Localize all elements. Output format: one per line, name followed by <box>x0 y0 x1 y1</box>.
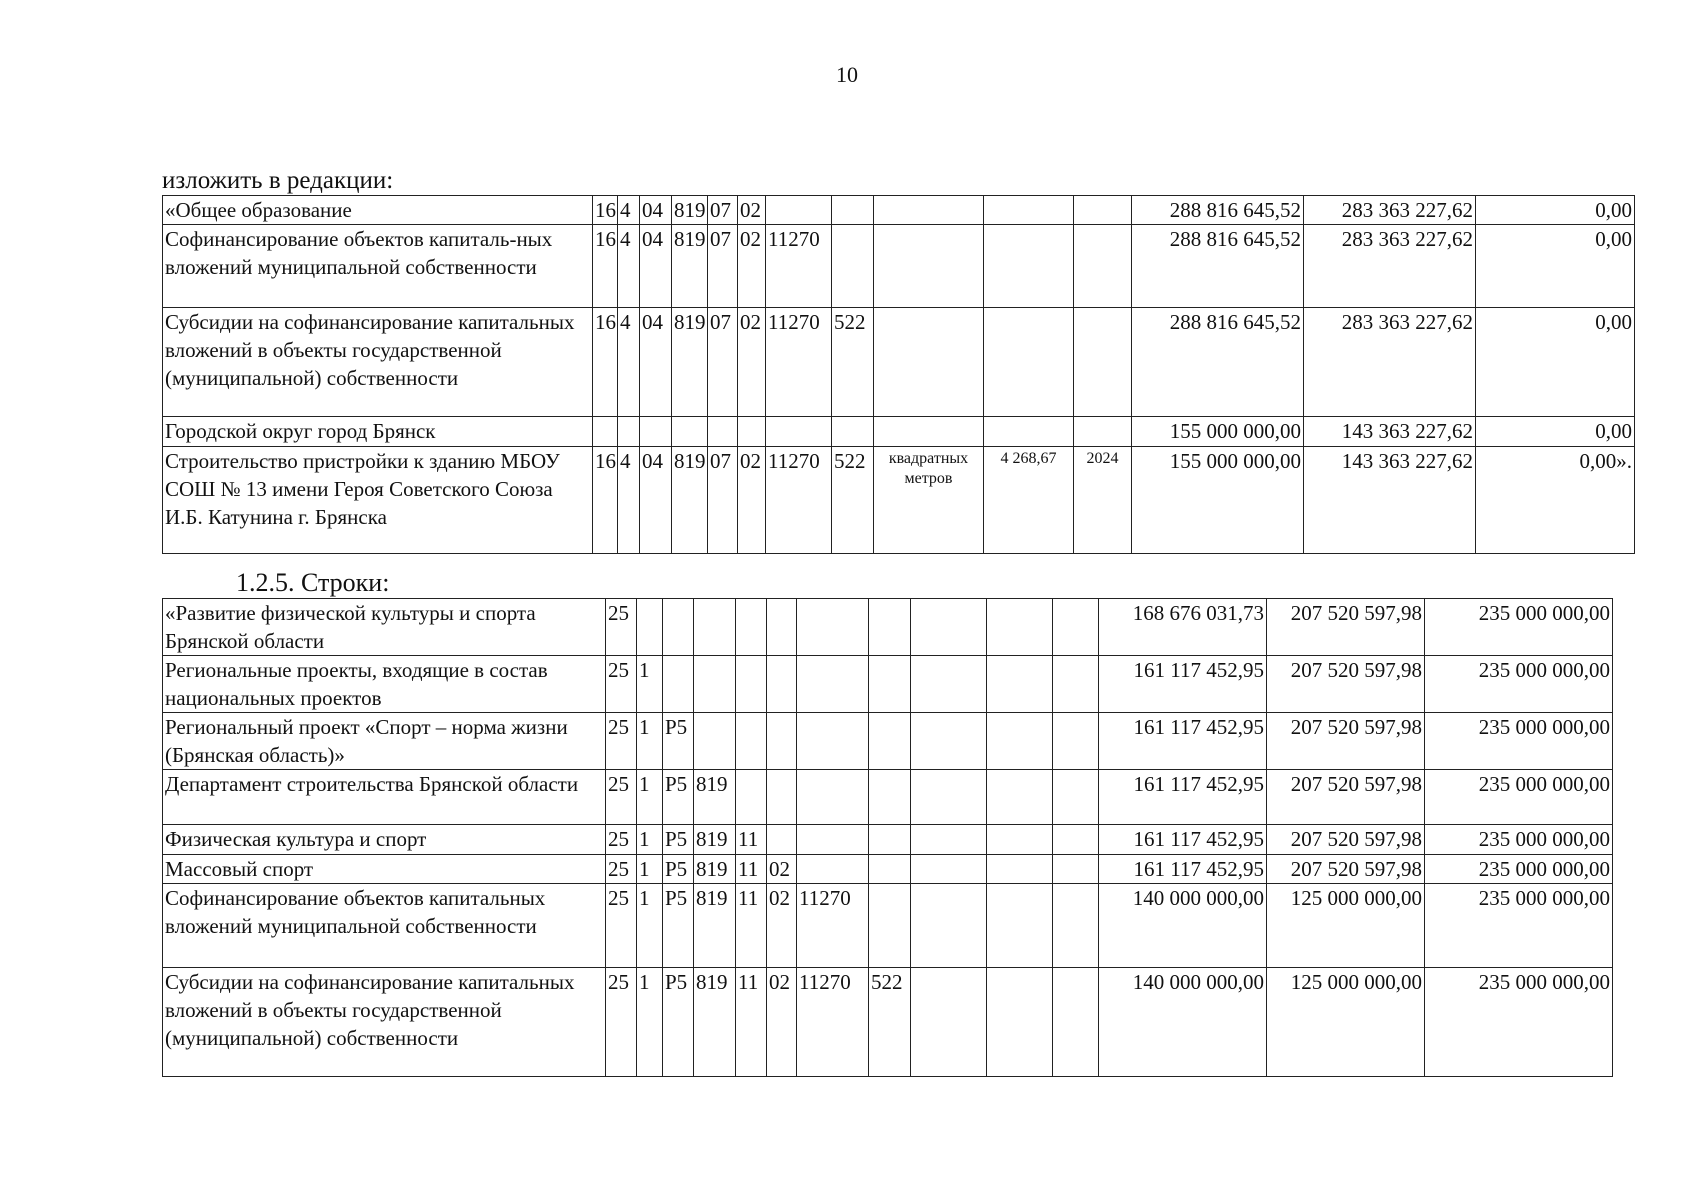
indicator-cell <box>987 825 1053 855</box>
intro-text: изложить в редакции: <box>162 167 394 194</box>
code-cell: 4 <box>618 196 640 225</box>
row-description: Департамент строительства Брянской области <box>163 770 606 825</box>
table-row <box>163 196 1635 225</box>
code-cell: 04 <box>640 308 672 417</box>
code-cell: Р5 <box>663 968 694 1077</box>
code-cell: 25 <box>606 770 637 825</box>
row-description: Софинансирование объектов капитальных вложений муниципальной собственности <box>163 884 606 968</box>
code-cell: 02 <box>767 855 797 884</box>
code-cell: 1 <box>637 713 663 770</box>
code-cell: 11 <box>736 884 767 968</box>
code-cell: 819 <box>694 884 736 968</box>
indicator-cell <box>1053 855 1099 884</box>
table-row <box>163 825 1613 855</box>
amount-cell: 140 000 000,00 <box>1099 968 1267 1077</box>
code-cell: 1 <box>637 884 663 968</box>
code-cell: 25 <box>606 968 637 1077</box>
row-description: Субсидии на софинансирование капитальных вложений в объекты государственной (муниципальной) собственности <box>163 308 593 417</box>
code-cell: 1 <box>637 968 663 1077</box>
amount-cell: 207 520 597,98 <box>1267 825 1425 855</box>
table-row <box>163 884 1613 968</box>
amount-cell: 207 520 597,98 <box>1267 770 1425 825</box>
table-row <box>163 713 1613 770</box>
amount-cell: 0,00 <box>1476 308 1635 417</box>
code-cell: 819 <box>694 968 736 1077</box>
amount-cell: 168 676 031,73 <box>1099 599 1267 656</box>
code-cell: 819 <box>694 825 736 855</box>
page-number: 10 <box>836 62 858 87</box>
code-cell <box>869 713 911 770</box>
row-description: Массовый спорт <box>163 855 606 884</box>
amount-cell: 143 363 227,62 <box>1304 417 1476 447</box>
code-cell <box>767 599 797 656</box>
code-cell: 02 <box>738 447 766 554</box>
code-cell: 07 <box>708 447 738 554</box>
code-cell <box>832 196 874 225</box>
code-cell: 522 <box>869 968 911 1077</box>
code-cell <box>694 656 736 713</box>
indicator-cell <box>911 713 987 770</box>
code-cell: Р5 <box>663 884 694 968</box>
budget-table-education <box>162 195 1635 554</box>
code-cell <box>736 770 767 825</box>
code-cell: 16 <box>593 308 618 417</box>
code-cell: 07 <box>708 196 738 225</box>
amount-cell: 0,00 <box>1476 196 1635 225</box>
code-cell: 1 <box>637 770 663 825</box>
indicator-cell <box>911 656 987 713</box>
indicator-cell <box>911 770 987 825</box>
code-cell <box>663 599 694 656</box>
code-cell <box>869 599 911 656</box>
amount-cell: 125 000 000,00 <box>1267 968 1425 1077</box>
indicator-cell <box>987 855 1053 884</box>
row-description: «Развитие физической культуры и спорта Брянской области <box>163 599 606 656</box>
indicator-cell <box>911 855 987 884</box>
amount-cell: 161 117 452,95 <box>1099 656 1267 713</box>
amount-cell: 235 000 000,00 <box>1425 968 1613 1077</box>
code-cell <box>869 656 911 713</box>
indicator-cell <box>874 308 984 417</box>
code-cell <box>767 770 797 825</box>
code-cell: 11 <box>736 855 767 884</box>
code-cell: 819 <box>672 308 708 417</box>
indicator-cell <box>987 770 1053 825</box>
row-description: Субсидии на софинансирование капитальных вложений в объекты государственной (муниципальной) собственности <box>163 968 606 1077</box>
amount-cell: 143 363 227,62 <box>1304 447 1476 554</box>
amount-cell: 235 000 000,00 <box>1425 825 1613 855</box>
indicator-cell <box>984 225 1074 308</box>
table-row <box>163 968 1613 1077</box>
indicator-cell <box>911 884 987 968</box>
indicator-cell: 4 268,67 <box>984 447 1074 554</box>
amount-cell: 207 520 597,98 <box>1267 855 1425 884</box>
code-cell <box>738 417 766 447</box>
code-cell: 07 <box>708 225 738 308</box>
code-cell <box>736 599 767 656</box>
indicator-cell <box>987 599 1053 656</box>
code-cell: 1 <box>637 855 663 884</box>
code-cell: 04 <box>640 196 672 225</box>
indicator-cell <box>987 968 1053 1077</box>
section-subheading: 1.2.5. Строки: <box>236 568 390 597</box>
indicator-cell <box>1074 308 1132 417</box>
indicator-cell <box>987 656 1053 713</box>
amount-cell: 283 363 227,62 <box>1304 196 1476 225</box>
code-cell: 11270 <box>766 308 832 417</box>
amount-cell: 283 363 227,62 <box>1304 225 1476 308</box>
code-cell: 25 <box>606 656 637 713</box>
amount-cell: 235 000 000,00 <box>1425 884 1613 968</box>
code-cell: 02 <box>738 196 766 225</box>
amount-cell: 207 520 597,98 <box>1267 599 1425 656</box>
indicator-cell <box>874 196 984 225</box>
code-cell: Р5 <box>663 825 694 855</box>
code-cell <box>766 417 832 447</box>
indicator-cell <box>984 308 1074 417</box>
code-cell: 819 <box>694 770 736 825</box>
amount-cell: 161 117 452,95 <box>1099 855 1267 884</box>
code-cell: 25 <box>606 884 637 968</box>
amount-cell: 235 000 000,00 <box>1425 855 1613 884</box>
code-cell <box>640 417 672 447</box>
table-row <box>163 770 1613 825</box>
code-cell: Р5 <box>663 713 694 770</box>
table-row <box>163 855 1613 884</box>
row-description: Региональные проекты, входящие в состав национальных проектов <box>163 656 606 713</box>
indicator-cell <box>1053 968 1099 1077</box>
table-row <box>163 599 1613 656</box>
amount-cell: 288 816 645,52 <box>1132 308 1304 417</box>
code-cell: 16 <box>593 196 618 225</box>
amount-cell: 235 000 000,00 <box>1425 599 1613 656</box>
amount-cell: 0,00 <box>1476 225 1635 308</box>
code-cell: 11270 <box>766 225 832 308</box>
amount-cell: 235 000 000,00 <box>1425 656 1613 713</box>
table-row <box>163 656 1613 713</box>
code-cell: 819 <box>672 225 708 308</box>
indicator-cell <box>984 417 1074 447</box>
code-cell <box>767 825 797 855</box>
code-cell <box>869 770 911 825</box>
row-description: Софинансирование объектов капиталь-ных вложений муниципальной собственности <box>163 225 593 308</box>
table-row <box>163 308 1635 417</box>
indicator-cell <box>984 196 1074 225</box>
code-cell: 02 <box>767 884 797 968</box>
row-description: Строительство пристройки к зданию МБОУ СОШ № 13 имени Героя Советского Союза И.Б. Катунина г. Брянска <box>163 447 593 554</box>
indicator-cell <box>1053 770 1099 825</box>
code-cell: 819 <box>694 855 736 884</box>
indicator-cell <box>1053 884 1099 968</box>
code-cell <box>767 713 797 770</box>
indicator-cell <box>1053 599 1099 656</box>
amount-cell: 235 000 000,00 <box>1425 770 1613 825</box>
table-row <box>163 225 1635 308</box>
code-cell <box>832 417 874 447</box>
code-cell: 07 <box>708 308 738 417</box>
indicator-cell <box>987 884 1053 968</box>
amount-cell: 283 363 227,62 <box>1304 308 1476 417</box>
code-cell: 04 <box>640 447 672 554</box>
code-cell: 522 <box>832 447 874 554</box>
row-description: «Общее образование <box>163 196 593 225</box>
indicator-cell <box>1053 713 1099 770</box>
code-cell <box>736 656 767 713</box>
code-cell <box>694 713 736 770</box>
amount-cell: 155 000 000,00 <box>1132 447 1304 554</box>
code-cell <box>767 656 797 713</box>
code-cell <box>797 825 869 855</box>
indicator-cell <box>1074 225 1132 308</box>
code-cell <box>797 770 869 825</box>
amount-cell: 155 000 000,00 <box>1132 417 1304 447</box>
code-cell: 522 <box>832 308 874 417</box>
code-cell: 04 <box>640 225 672 308</box>
code-cell <box>593 417 618 447</box>
code-cell <box>618 417 640 447</box>
code-cell: 819 <box>672 447 708 554</box>
code-cell: 11270 <box>797 884 869 968</box>
amount-cell: 125 000 000,00 <box>1267 884 1425 968</box>
code-cell: 25 <box>606 599 637 656</box>
code-cell <box>869 855 911 884</box>
budget-table-sport <box>162 598 1613 1077</box>
code-cell <box>663 656 694 713</box>
code-cell: 11270 <box>766 447 832 554</box>
table-row <box>163 447 1635 554</box>
indicator-cell: 2024 <box>1074 447 1132 554</box>
code-cell: 16 <box>593 447 618 554</box>
indicator-cell <box>911 825 987 855</box>
row-description: Городской округ город Брянск <box>163 417 593 447</box>
indicator-cell: квадратных метров <box>874 447 984 554</box>
indicator-cell <box>1074 417 1132 447</box>
code-cell: 1 <box>637 656 663 713</box>
amount-cell: 161 117 452,95 <box>1099 770 1267 825</box>
code-cell: 02 <box>738 225 766 308</box>
indicator-cell <box>874 225 984 308</box>
code-cell <box>672 417 708 447</box>
code-cell <box>797 656 869 713</box>
code-cell: 25 <box>606 825 637 855</box>
row-description: Физическая культура и спорт <box>163 825 606 855</box>
amount-cell: 0,00 <box>1476 417 1635 447</box>
code-cell <box>797 855 869 884</box>
amount-cell: 161 117 452,95 <box>1099 825 1267 855</box>
code-cell <box>797 599 869 656</box>
code-cell: 25 <box>606 855 637 884</box>
amount-cell: 288 816 645,52 <box>1132 196 1304 225</box>
row-description: Региональный проект «Спорт – норма жизни (Брянская область)» <box>163 713 606 770</box>
indicator-cell <box>911 968 987 1077</box>
code-cell <box>766 196 832 225</box>
amount-cell: 161 117 452,95 <box>1099 713 1267 770</box>
code-cell: 25 <box>606 713 637 770</box>
code-cell: 4 <box>618 225 640 308</box>
indicator-cell <box>1074 196 1132 225</box>
indicator-cell <box>874 417 984 447</box>
amount-cell: 288 816 645,52 <box>1132 225 1304 308</box>
code-cell <box>832 225 874 308</box>
code-cell: 16 <box>593 225 618 308</box>
code-cell: Р5 <box>663 770 694 825</box>
code-cell <box>736 713 767 770</box>
indicator-cell <box>1053 656 1099 713</box>
code-cell <box>694 599 736 656</box>
code-cell: 11 <box>736 968 767 1077</box>
code-cell: 1 <box>637 825 663 855</box>
code-cell: 02 <box>767 968 797 1077</box>
code-cell <box>797 713 869 770</box>
code-cell: 4 <box>618 308 640 417</box>
code-cell <box>708 417 738 447</box>
code-cell: Р5 <box>663 855 694 884</box>
code-cell <box>637 599 663 656</box>
code-cell: 11270 <box>797 968 869 1077</box>
amount-cell: 0,00». <box>1476 447 1635 554</box>
amount-cell: 235 000 000,00 <box>1425 713 1613 770</box>
code-cell <box>869 825 911 855</box>
code-cell: 02 <box>738 308 766 417</box>
code-cell: 11 <box>736 825 767 855</box>
amount-cell: 140 000 000,00 <box>1099 884 1267 968</box>
code-cell <box>869 884 911 968</box>
table-row <box>163 417 1635 447</box>
indicator-cell <box>911 599 987 656</box>
indicator-cell <box>1053 825 1099 855</box>
code-cell: 4 <box>618 447 640 554</box>
code-cell: 819 <box>672 196 708 225</box>
amount-cell: 207 520 597,98 <box>1267 656 1425 713</box>
indicator-cell <box>987 713 1053 770</box>
amount-cell: 207 520 597,98 <box>1267 713 1425 770</box>
